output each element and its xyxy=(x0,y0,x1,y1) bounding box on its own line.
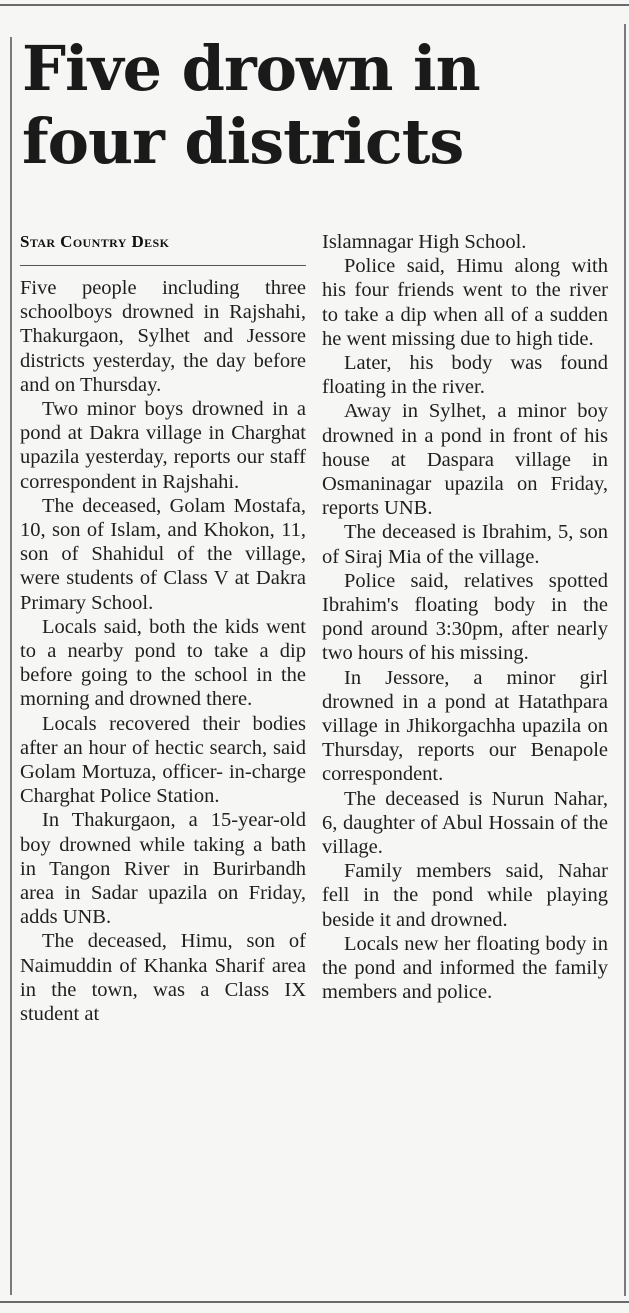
paragraph: Police said, relatives spotted Ibrahim's floating body in the pond around 3:30pm, after nearly two hours of his missing. xyxy=(322,569,608,665)
paragraph: The deceased is Ibrahim, 5, son of Siraj Mia of the village. xyxy=(322,521,608,568)
paragraph: Two minor boys drowned in a pond at Dakra village in Charghat upazila yesterday, reports our staff correspondent in Rajshahi. xyxy=(20,398,306,493)
paragraph: Locals recovered their bodies after an hour of hectic search, said Golam Mortuza, officer- in-charge Charghat Police Station. xyxy=(20,712,306,808)
left-column xyxy=(20,230,306,1026)
paragraph: Away in Sylhet, a minor boy drowned in a pond in front of his house at Daspara village in Osmaninagar upazila on Friday, reports UNB. xyxy=(322,400,608,520)
paragraph: The deceased, Himu, son of Naimuddin of Khanka Sharif area in the town, was a Class IX student at xyxy=(20,930,306,1026)
right-rule xyxy=(624,24,626,1296)
paragraph: In Thakurgaon, a 15-year-old boy drowned while taking a bath in Tangon River in Burirbandh area in Sadar upazila on Friday, adds UNB. xyxy=(20,809,306,929)
paragraph: Islamnagar High School. xyxy=(322,231,527,253)
bottom-rule xyxy=(0,1301,629,1303)
left-rule xyxy=(10,37,12,1295)
paragraph: Police said, Himu along with his four friends went to the river to take a dip when all of a sudden he went missing due to high tide. xyxy=(322,255,608,350)
byline-rule xyxy=(20,265,306,266)
paragraph: Later, his body was found floating in the river. xyxy=(322,352,608,399)
paragraph: Five people including three schoolboys drowned in Rajshahi, Thakurgaon, Sylhet and Jessore districts yesterday, the day before and on Thursday. xyxy=(20,277,306,396)
right-column xyxy=(322,230,608,1005)
paragraph: The deceased is Nurun Nahar, 6, daughter of Abul Hossain of the village. xyxy=(322,787,608,859)
paragraph: The deceased, Golam Mostafa, 10, son of Islam, and Khokon, 11, son of Shahidul of the village, were students of Class V at Dakra Primary School. xyxy=(20,494,306,614)
paragraph: Locals new her floating body in the pond and informed the family members and police. xyxy=(322,932,608,1004)
top-rule xyxy=(0,4,629,6)
paragraph: In Jessore, a minor girl drowned in a pond at Hatathpara village in Jhikorgachha upazila on Thursday, reports our Benapole correspondent. xyxy=(322,666,608,786)
byline: Star Country Desk xyxy=(20,232,170,251)
paragraph: Locals said, both the kids went to a nearby pond to take a dip before going to the school in the morning and drowned there. xyxy=(20,615,306,711)
paragraph: Family members said, Nahar fell in the pond while playing beside it and drowned. xyxy=(322,860,608,931)
headline: Five drown in four districts xyxy=(22,32,480,178)
